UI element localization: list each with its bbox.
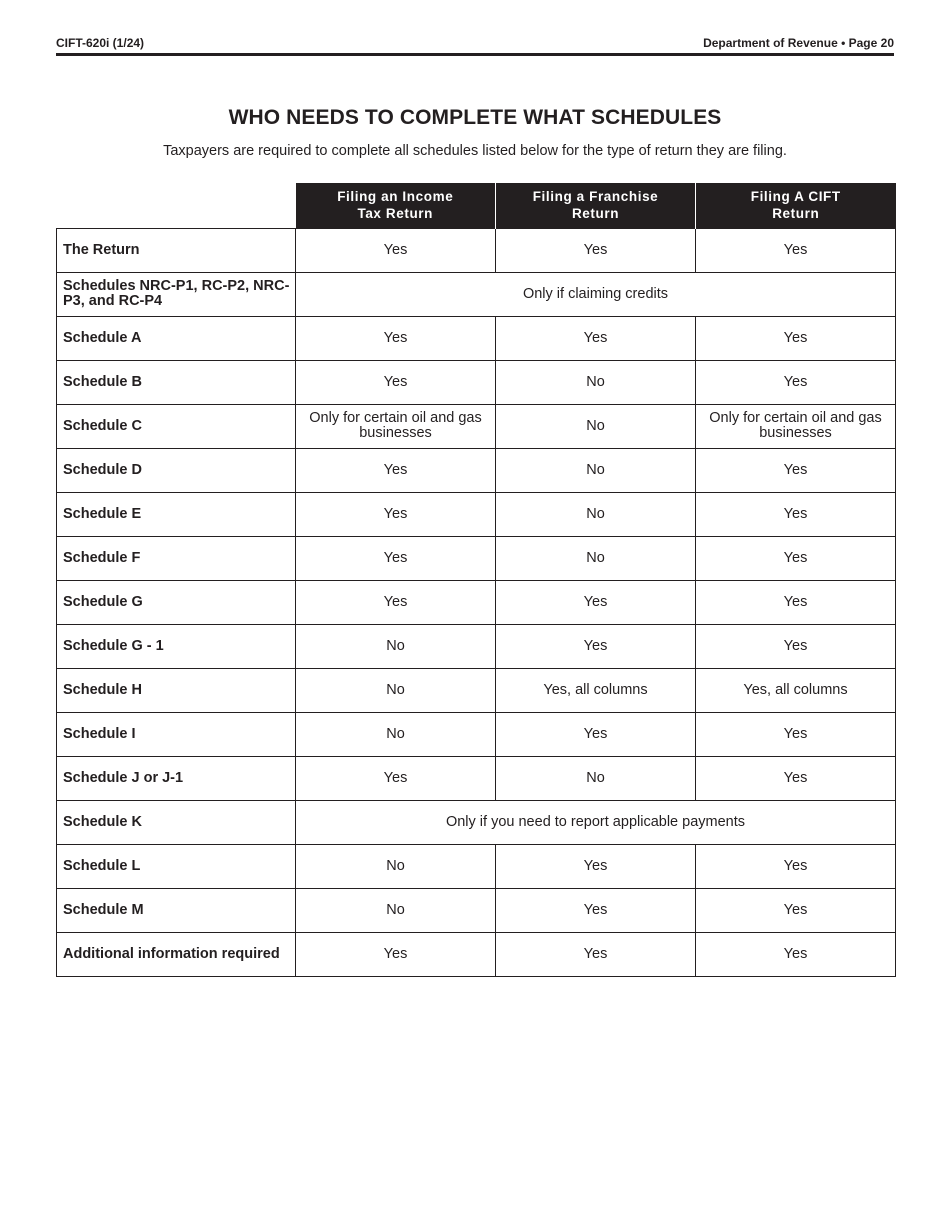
table-cell: Yes: [296, 580, 496, 624]
table-cell: Yes: [696, 448, 896, 492]
table-cell: Yes: [696, 536, 896, 580]
page-subtitle: Taxpayers are required to complete all schedules listed below for the type of return they are filing.: [163, 143, 787, 159]
column-header-income: [296, 183, 496, 228]
column-header-line: Filing a Franchise: [532, 189, 659, 205]
table-cell: Yes: [696, 756, 896, 800]
table-cell: Yes: [696, 316, 896, 360]
merged-cell: Only if claiming credits: [296, 272, 896, 316]
table-row: [57, 272, 896, 316]
table-cell: Yes: [296, 932, 496, 976]
table-cell: No: [296, 668, 496, 712]
table-cell: Yes, all columns: [496, 668, 696, 712]
table-row: [57, 448, 896, 492]
table-cell: No: [496, 492, 696, 536]
row-label: Additional information required: [57, 932, 296, 976]
table-cell: Yes: [296, 228, 496, 272]
table-row: [57, 536, 896, 580]
table-cell: Yes: [496, 228, 696, 272]
table-cell: No: [296, 844, 496, 888]
table-cell: Yes: [296, 448, 496, 492]
table-cell: No: [496, 360, 696, 404]
table-row: [57, 624, 896, 668]
department-page-number: Department of Revenue • Page 20: [703, 36, 894, 50]
table-row: [57, 360, 896, 404]
table-header-row: [57, 183, 896, 228]
row-label: The Return: [57, 228, 296, 272]
form-id: CIFT-620i (1/24): [56, 36, 145, 50]
table-row: [57, 712, 896, 756]
table-row: [57, 316, 896, 360]
table-row: [57, 932, 896, 976]
table-row: [57, 844, 896, 888]
table-row: [57, 404, 896, 448]
table-cell: Yes: [696, 228, 896, 272]
table-cell: Yes: [296, 316, 496, 360]
row-label: Schedule F: [57, 536, 296, 580]
table-cell: Yes: [496, 844, 696, 888]
table-cell: Yes: [296, 536, 496, 580]
table-cell: No: [296, 624, 496, 668]
row-label: Schedules NRC-P1, RC-P2, NRC-P3, and RC-P4: [57, 272, 296, 316]
column-header-line: Filing an Income: [337, 189, 454, 205]
row-label: Schedule I: [57, 712, 296, 756]
row-label: Schedule H: [57, 668, 296, 712]
table-cell: Yes: [496, 580, 696, 624]
table-cell: No: [296, 888, 496, 932]
row-label: Schedule L: [57, 844, 296, 888]
table-row: [57, 800, 896, 844]
row-label: Schedule G - 1: [57, 624, 296, 668]
row-label: Schedule K: [57, 800, 296, 844]
row-label: Schedule M: [57, 888, 296, 932]
table-cell: No: [296, 712, 496, 756]
table-cell: Yes: [696, 580, 896, 624]
table-cell: Yes: [496, 316, 696, 360]
schedules-table: [56, 183, 896, 977]
table-cell: No: [496, 404, 696, 448]
table-body: [57, 228, 896, 976]
row-label: Schedule B: [57, 360, 296, 404]
table-cell: Yes: [496, 712, 696, 756]
page-title: WHO NEEDS TO COMPLETE WHAT SCHEDULES: [228, 106, 722, 129]
page-header: [56, 35, 894, 56]
table-cell: Yes: [496, 932, 696, 976]
table-row: [57, 888, 896, 932]
table-cell: Yes: [696, 888, 896, 932]
merged-cell: Only if you need to report applicable payments: [296, 800, 896, 844]
row-label: Schedule J or J-1: [57, 756, 296, 800]
table-cell: No: [496, 536, 696, 580]
table-row: [57, 492, 896, 536]
table-cell: Yes: [696, 360, 896, 404]
table-cell: Yes: [296, 360, 496, 404]
table-cell: Only for certain oil and gas businesses: [696, 404, 896, 448]
table-cell: Yes: [696, 932, 896, 976]
row-label: Schedule C: [57, 404, 296, 448]
table-cell: Yes: [296, 756, 496, 800]
table-row: [57, 228, 896, 272]
column-header-line: Return: [571, 206, 620, 222]
table-cell: Yes: [496, 888, 696, 932]
table-row: [57, 668, 896, 712]
table-cell: Yes: [296, 492, 496, 536]
table-cell: Only for certain oil and gas businesses: [296, 404, 496, 448]
table-cell: Yes: [696, 844, 896, 888]
table-cell: Yes: [696, 492, 896, 536]
column-header-line: Return: [772, 206, 820, 222]
column-header-line: Filing A CIFT: [750, 189, 841, 205]
row-label: Schedule A: [57, 316, 296, 360]
row-label: Schedule D: [57, 448, 296, 492]
table-cell: Yes: [696, 624, 896, 668]
table-cell: Yes: [496, 624, 696, 668]
table-cell: No: [496, 756, 696, 800]
column-header-line: Tax Return: [357, 206, 433, 222]
table-cell: Yes: [696, 712, 896, 756]
table-cell: Yes, all columns: [696, 668, 896, 712]
table-row: [57, 580, 896, 624]
table-row: [57, 756, 896, 800]
row-label: Schedule G: [57, 580, 296, 624]
row-label: Schedule E: [57, 492, 296, 536]
table-cell: No: [496, 448, 696, 492]
header-blank-cell: [57, 183, 296, 228]
column-header-cift: [696, 183, 896, 228]
column-header-franchise: [496, 183, 696, 228]
